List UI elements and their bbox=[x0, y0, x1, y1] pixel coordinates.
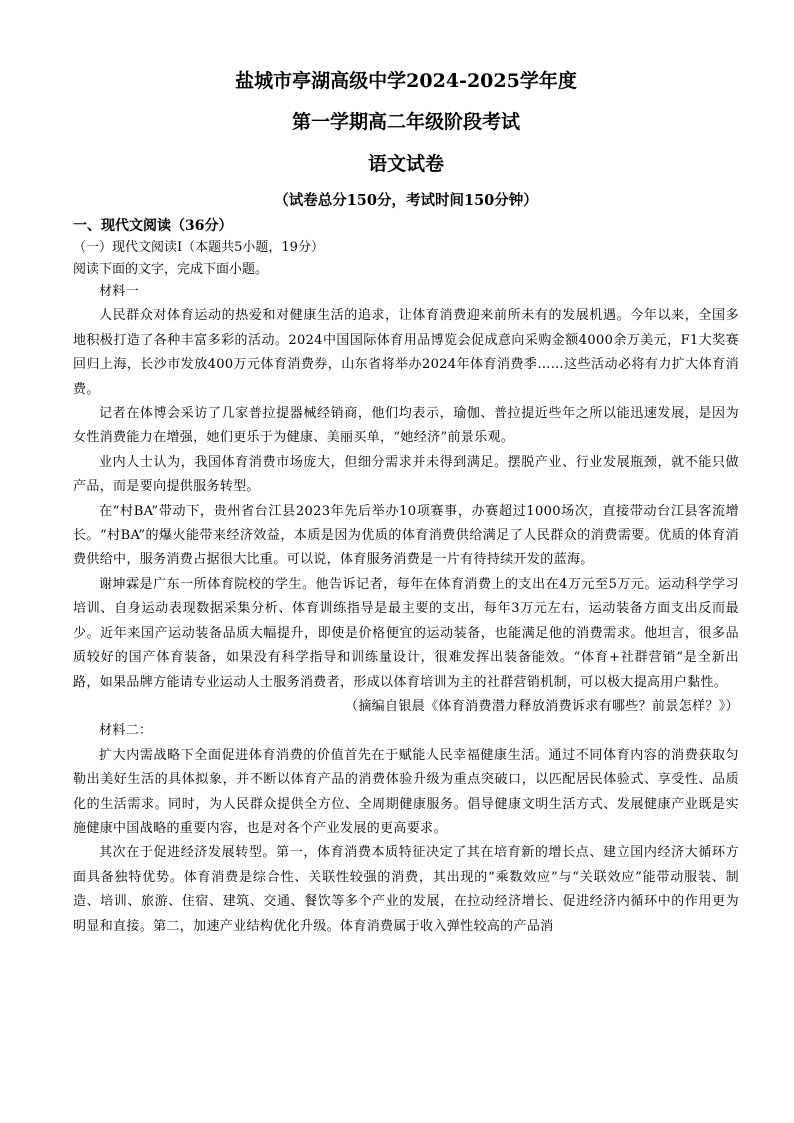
material-one-paragraph: 记者在体博会采访了几家普拉提器械经销商，他们均表示，瑜伽、普拉提近些年之所以能迅速发展，是因为女性消费能力在增强，她们更乐于为健康、美丽买单，“她经济”前景乐观。 bbox=[73, 406, 739, 446]
reading-instruction: 阅读下面的文字，完成下面小题。 bbox=[73, 262, 269, 277]
material-one-source: （摘编自银晨《体育消费潜力释放消费诉求有哪些？前景怎样？》） bbox=[344, 698, 739, 714]
exam-page bbox=[73, 70, 739, 939]
exam-title: 第一学期高二年级阶段考试 bbox=[291, 111, 520, 133]
material-one-label: 材料一 bbox=[99, 284, 140, 299]
subject-title: 语文试卷 bbox=[367, 153, 444, 175]
material-one-paragraph: 在“村BA”带动下，贵州省台江县2023年先后举办10项赛事，办赛超过1000场次，直接带动台江县客流增长。“村BA”的爆火能带来经济效益，本质是因为优质的体育消费供给满足了人民群众的消费需要。优质的体育消费供给中，服务消费占据很大比重。可以说，体育服务消费是一片有待持续开发的蓝海。 bbox=[73, 503, 739, 568]
material-two bbox=[73, 719, 739, 939]
sub-section-heading: （一）现代文阅读Ⅰ（本题共5小题，19分） bbox=[73, 240, 324, 255]
section-heading: 一、现代文阅读（36分） bbox=[73, 218, 233, 234]
material-two-paragraph: 扩大内需战略下全面促进体育消费的价值首先在于赋能人民幸福健康生活。通过不同体育内容的消费获取匀勒出美好生活的具体拟象，并不断以体育产品的消费体验升级为重点突破口，以匹配居民体验式、享受性、品质化的生活需求。同时，为人民群众提供全方位、全周期健康服务。倡导健康文明生活方式、发展健康产业既是实施健康中国战略的重要内容，也是对各个产业发展的更高要求。 bbox=[73, 747, 739, 836]
school-title: 盐城市亭湖高级中学2024-2025学年度 bbox=[235, 70, 577, 92]
material-one-paragraph: 谢坤霖是广东一所体育院校的学生。他告诉记者，每年在体育消费上的支出在4万元至5万元。运动科学学习培训、自身运动表现数据采集分析、体育训练指导是最主要的支出，每年3万元左右，运动装备方面支出反而最少。近年来国产运动装备品质大幅提升，即使是价格便宜的运动装备，也能满足他的消费需求。他坦言，很多品质较好的国产体育装备，如果没有科学指导和训练量设计，很难发挥出装备能效。“体育+社群营销”是全新出路，如果品牌方能请专业运动人士服务消费者，形成以体育培训为主的社群营销机制，可以极大提高用户黏性。 bbox=[73, 576, 739, 690]
material-two-label: 材料二： bbox=[99, 723, 153, 739]
material-one-paragraph: 业内人士认为，我国体育消费市场庞大，但细分需求并未得到满足。摆脱产业、行业发展瓶颈，就不能只做产品，而是要向提供服务转型。 bbox=[73, 454, 739, 495]
material-two-paragraph: 其次在于促进经济发展转型。第一，体育消费本质特征决定了其在培育新的增长点、建立国内经济大循环方面具备独特优势。体育消费是综合性、关联性较强的消费，其出现的“乘数效应”与“关联效应”能带动服装、制造、培训、旅游、住宿、建筑、交通、餐饮等多个产业的发展，在拉动经济增长、促进经济内循环中的作用更为明显和直接。第二，加速产业结构优化升级。体育消费属于收入弹性较高的产品消 bbox=[73, 845, 739, 934]
exam-note: （试卷总分150分，考试时间150分钟） bbox=[274, 192, 538, 209]
material-one-paragraph: 人民群众对体育运动的热爱和对健康生活的追求，让体育消费迎来前所未有的发展机遇。今年以来，全国多地积极打造了各种丰富多彩的活动。2024中国国际体育用品博览会促成意向采购金额4000余万美元，F1大奖赛回归上海，长沙市发放400万元体育消费券，山东省将举办2024年体育消费季……这些活动必将有力扩大体育消费。 bbox=[73, 308, 739, 397]
material-one bbox=[73, 280, 739, 719]
